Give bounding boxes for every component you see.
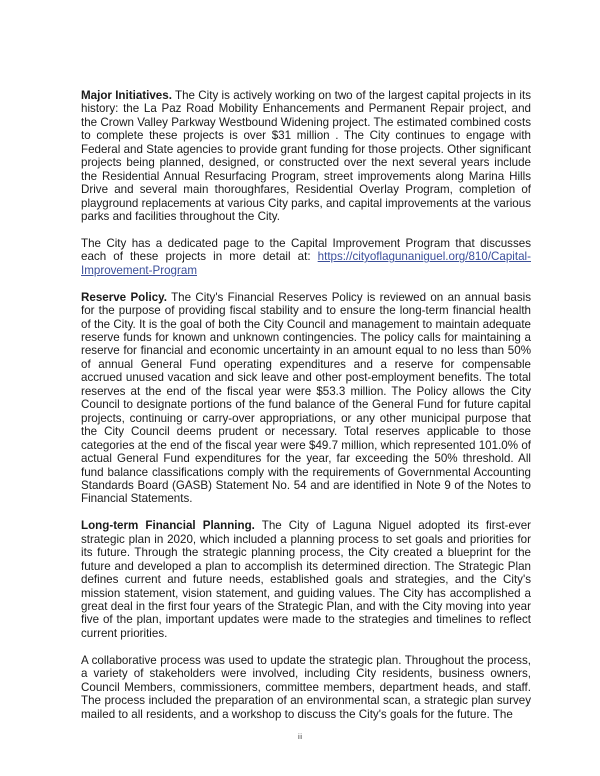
page-number: iii — [297, 734, 303, 741]
section-heading-long-term-financial-planning: Long-term Financial Planning. — [81, 519, 255, 533]
section-heading-reserve-policy: Reserve Policy. — [81, 290, 167, 304]
document-page — [81, 89, 531, 734]
paragraph-cip-link — [81, 237, 531, 277]
paragraph-long-term-planning — [81, 519, 531, 640]
paragraph-collaborative-process — [81, 654, 531, 721]
paragraph-body: The City is actively working on two of the largest capital projects in its history: the La Paz Road Mobility Enhancements and Permanent Repair project, and the Crown Valley Parkway Westbound Widening project. The estimated combined costs to complete these projects is over $31 million . The City continues to engage with Federal and State agencies to provide grant funding for those projects. Other significant projects being planned, designed, or constructed over the next several years include the Residential Annual Resurfacing Program, street improvements along Marina Hills Drive and several main thoroughfares, Residential Overlay Program, completion of playground replacements at various City parks, and capital improvements at the various parks and facilities throughout the City. — [81, 89, 532, 224]
paragraph-body: The City has a dedicated page to the Capital Improvement Program that discusses each of these projects in more detail at: — [81, 236, 531, 264]
paragraph-reserve-policy — [81, 291, 531, 506]
paragraph-major-initiatives — [81, 89, 531, 224]
paragraph-body: The City's Financial Reserves Policy is reviewed on an annual basis for the purpose of providing fiscal stability and to ensure the long-term financial health of the City. It is the goal of both the City Council and management to maintain adequate reserve funds for known and unknown contingencies. The policy calls for maintaining a reserve for financial and economic uncertainty in an amount equal to no less than 50% of annual General Fund operating expenditures and a reserve for compensable accrued unused vacation and sick leave and other post-employment benefits. The total reserves at the end of the fiscal year were $53.3 million. The Policy allows the City Council to designate portions of the fund balance of the General Fund for future capital projects, continuing or carry-over appropriations, or any other municipal purpose that the City Council deems prudent or necessary. Total reserves applicable to those categories at the end of the fiscal year were $49.7 million, which represented 101.0% of actual General Fund expenditures for the year, far exceeding the 50% threshold. All fund balance classifications comply with the requirements of Governmental Accounting Standards Board (GASB) Statement No. 54 and are identified in Note 9 of the Notes to Financial Statements. — [81, 290, 531, 506]
paragraph-body: The City of Laguna Niguel adopted its first-ever strategic plan in 2020, which included a planning process to set goals and priorities for its future. Through the strategic planning process, the City created a blueprint for the future and developed a plan to accomplish its determined direction. The Strategic Plan defines current and future needs, established goals and strategies, and the City's mission statement, vision statement, and guiding values. The City has accomplished a great deal in the first four years of the Strategic Plan, and with the City moving into year five of the plan, important updates were made to the strategies and timelines to reflect current priorities. — [81, 519, 531, 640]
section-heading-major-initiatives: Major Initiatives. — [81, 89, 172, 102]
capital-improvement-program-link[interactable]: https://cityoflagunaniguel.org/810/Capital-Improvement-Program — [81, 250, 531, 277]
paragraph-body: A collaborative process was used to update the strategic plan. Throughout the process, a variety of stakeholders were involved, including City residents, business owners, Council Members, commissioners, committee members, department heads, and staff. The process included the preparation of an environmental scan, a strategic plan survey mailed to all residents, and a workshop to discuss the City's goals for the future. The — [81, 653, 531, 721]
